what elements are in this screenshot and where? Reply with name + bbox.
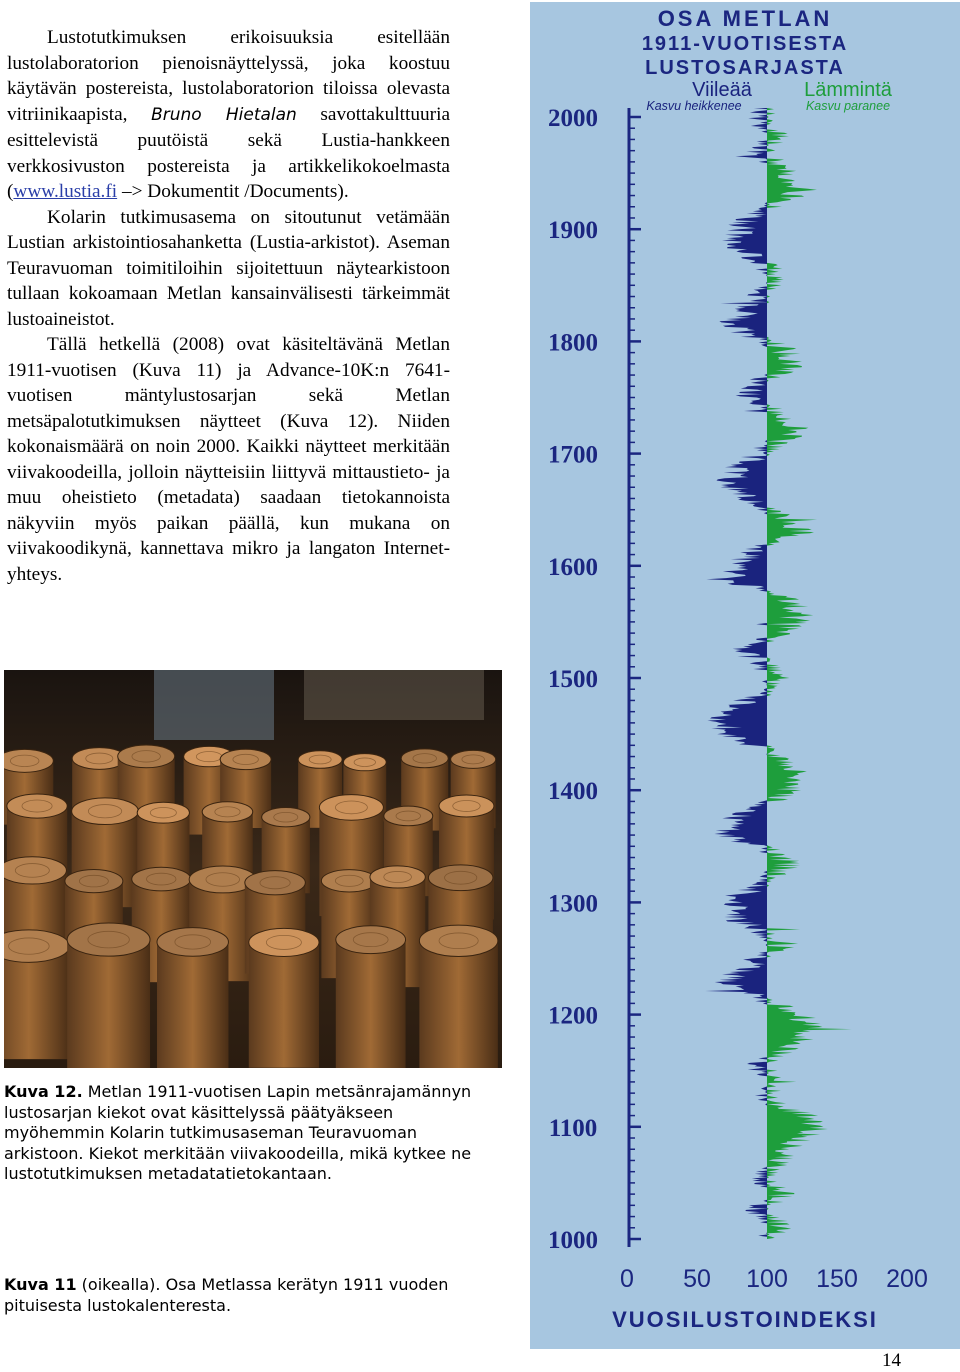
- y-tick-label: 1400: [548, 778, 598, 806]
- log-top: [336, 926, 406, 954]
- log-top: [72, 798, 139, 825]
- log-top: [321, 870, 377, 892]
- y-tick-label: 2000: [548, 105, 598, 132]
- log-top: [245, 871, 306, 895]
- y-tick-label: 1200: [548, 1002, 598, 1030]
- log-top: [384, 806, 433, 826]
- y-tick-label: 1600: [548, 553, 598, 581]
- legend-warm-label: Lämmintä: [804, 79, 892, 101]
- log-top: [65, 870, 123, 893]
- log-top: [428, 865, 493, 891]
- log-body: [419, 941, 497, 1068]
- log-top: [67, 923, 150, 956]
- x-tick-label: 150: [816, 1265, 858, 1293]
- log-top: [220, 749, 271, 769]
- log-top: [249, 928, 319, 956]
- tree-disc-photo: [4, 670, 502, 1068]
- y-tick-label: 1100: [548, 1114, 598, 1142]
- y-tick-label: 1000: [548, 1227, 598, 1254]
- x-axis-label: VUOSILUSTOINDEKSI: [612, 1307, 878, 1332]
- figure-11-label: Kuva 11: [4, 1275, 77, 1294]
- series-warm-area: [767, 108, 852, 1239]
- log-top: [137, 802, 189, 823]
- log-top: [132, 867, 191, 891]
- legend-cool-label: Viileää: [692, 79, 752, 101]
- y-tick-label: 1700: [548, 441, 598, 469]
- y-tick-label: 1800: [548, 329, 598, 357]
- y-tick-label: 1500: [548, 666, 598, 693]
- person-name: Bruno Hietalan: [151, 104, 297, 125]
- chart-title-line-3: LUSTOSARJASTA: [645, 57, 845, 79]
- paragraph-1: [7, 25, 450, 205]
- body-text: [7, 25, 450, 587]
- y-tick-label: 1900: [548, 217, 598, 245]
- tree-ring-chart: [530, 2, 960, 1349]
- x-tick-label: 100: [746, 1265, 788, 1293]
- x-tick-label: 0: [620, 1265, 634, 1293]
- legend-warm-sublabel: Kasvu paranee: [805, 99, 891, 113]
- series-cool-area: [705, 108, 767, 1239]
- chart-title-line-1: OSA METLAN: [657, 6, 833, 31]
- paragraph-2: Kolarin tutkimusasema on sitoutunut vetämään Lustian arkistointiosahanketta (Lustia-arkistot). Aseman Teuravuoman toimitiloihin sijoitettuun näytearkistoon tullaan kokoamaan Metlan kansainvälisesti tärkeimmät lustoaineistot.: [7, 206, 450, 330]
- paragraph-1-text-b: savottakulttuuria esittelevistä puutöistä sekä Lustia-hankkeen verkkosivuston postereista ja artikkelikokoelmasta (: [7, 103, 451, 202]
- log-top: [7, 794, 67, 818]
- y-tick-label: 1300: [548, 890, 598, 918]
- log-top: [4, 857, 66, 884]
- figure-12-text: Metlan 1911-vuotisen Lapin metsänrajamännyn lustosarjan kiekot ovat käsittelyssä päätyäkseen myöhemmin Kolarin tutkimusaseman Teuravuoman arkistoon. Kiekot merkitään viivakoodeilla, mikä kytkee ne lustotutkimuksen metadatatietokantaan.: [4, 1082, 472, 1183]
- log-top: [439, 795, 494, 817]
- log-top: [319, 795, 383, 821]
- x-tick-label: 50: [683, 1265, 711, 1293]
- log-top: [157, 928, 228, 957]
- log-body: [157, 942, 228, 1068]
- figure-11-text: (oikealla). Osa Metlassa kerätyn 1911 vuoden pituisesta lustokalenteresta.: [4, 1275, 449, 1315]
- plot-area: [548, 105, 928, 1293]
- log-top: [118, 745, 175, 768]
- log-body: [67, 940, 150, 1068]
- paragraph-1-text-a: Lustotutkimuksen erikoisuuksia esitellään lustolaboratorion pienoisnäyttelyssä, joka koostuu käytävän postereista, lustolaboratorion tiloissa olevasta vitriinikaapista,: [7, 27, 450, 125]
- log-top: [298, 751, 342, 769]
- log-top: [4, 749, 53, 772]
- log-top: [370, 866, 425, 888]
- figure-11-caption: [4, 1275, 504, 1316]
- log-group: [4, 745, 498, 1068]
- paragraph-1-text-c: –> Dokumentit /Documents).: [117, 181, 349, 202]
- x-tick-label: 200: [886, 1265, 928, 1293]
- log-body: [4, 946, 70, 1059]
- legend-cool-sublabel: Kasvu heikkenee: [646, 99, 742, 113]
- log-body: [336, 940, 406, 1068]
- log-top: [451, 750, 496, 768]
- paragraph-3: Tällä hetkellä (2008) ovat käsiteltävänä Metlan 1911-vuotisen (Kuva 11) ja Advance-10K:n 7641-vuotisen mäntylustosarjan sekä Metlan metsäpalotutkimuksen näytteet (Kuva 12). Niiden kokonaismäärä on noin 2000. Kaikki näytteet merkitään viivakoodeilla, jolloin näytteisiin liittyvä mittaustieto- ja muu oheistieto (metadata) saadaan tietokannoista näkyviin myös paikan päällä, kun mukana on viivakoodikynä, kannettava mikro ja langaton Internet-yhteys.: [7, 334, 450, 585]
- page-number: 14: [882, 1350, 901, 1371]
- log-top: [202, 802, 253, 822]
- figure-12-caption: [4, 1082, 494, 1185]
- log-top: [262, 808, 310, 827]
- tree-ring-chart-svg: [530, 2, 960, 1349]
- chart-title-line-2: 1911-VUOTISESTA: [641, 33, 849, 55]
- log-body: [249, 942, 319, 1067]
- tree-disc-illustration: [4, 670, 502, 1068]
- lustia-link[interactable]: www.lustia.fi: [13, 181, 118, 202]
- figure-12-label: Kuva 12.: [4, 1082, 83, 1101]
- log-top: [343, 754, 386, 771]
- log-top: [401, 749, 448, 768]
- log-top: [419, 925, 497, 956]
